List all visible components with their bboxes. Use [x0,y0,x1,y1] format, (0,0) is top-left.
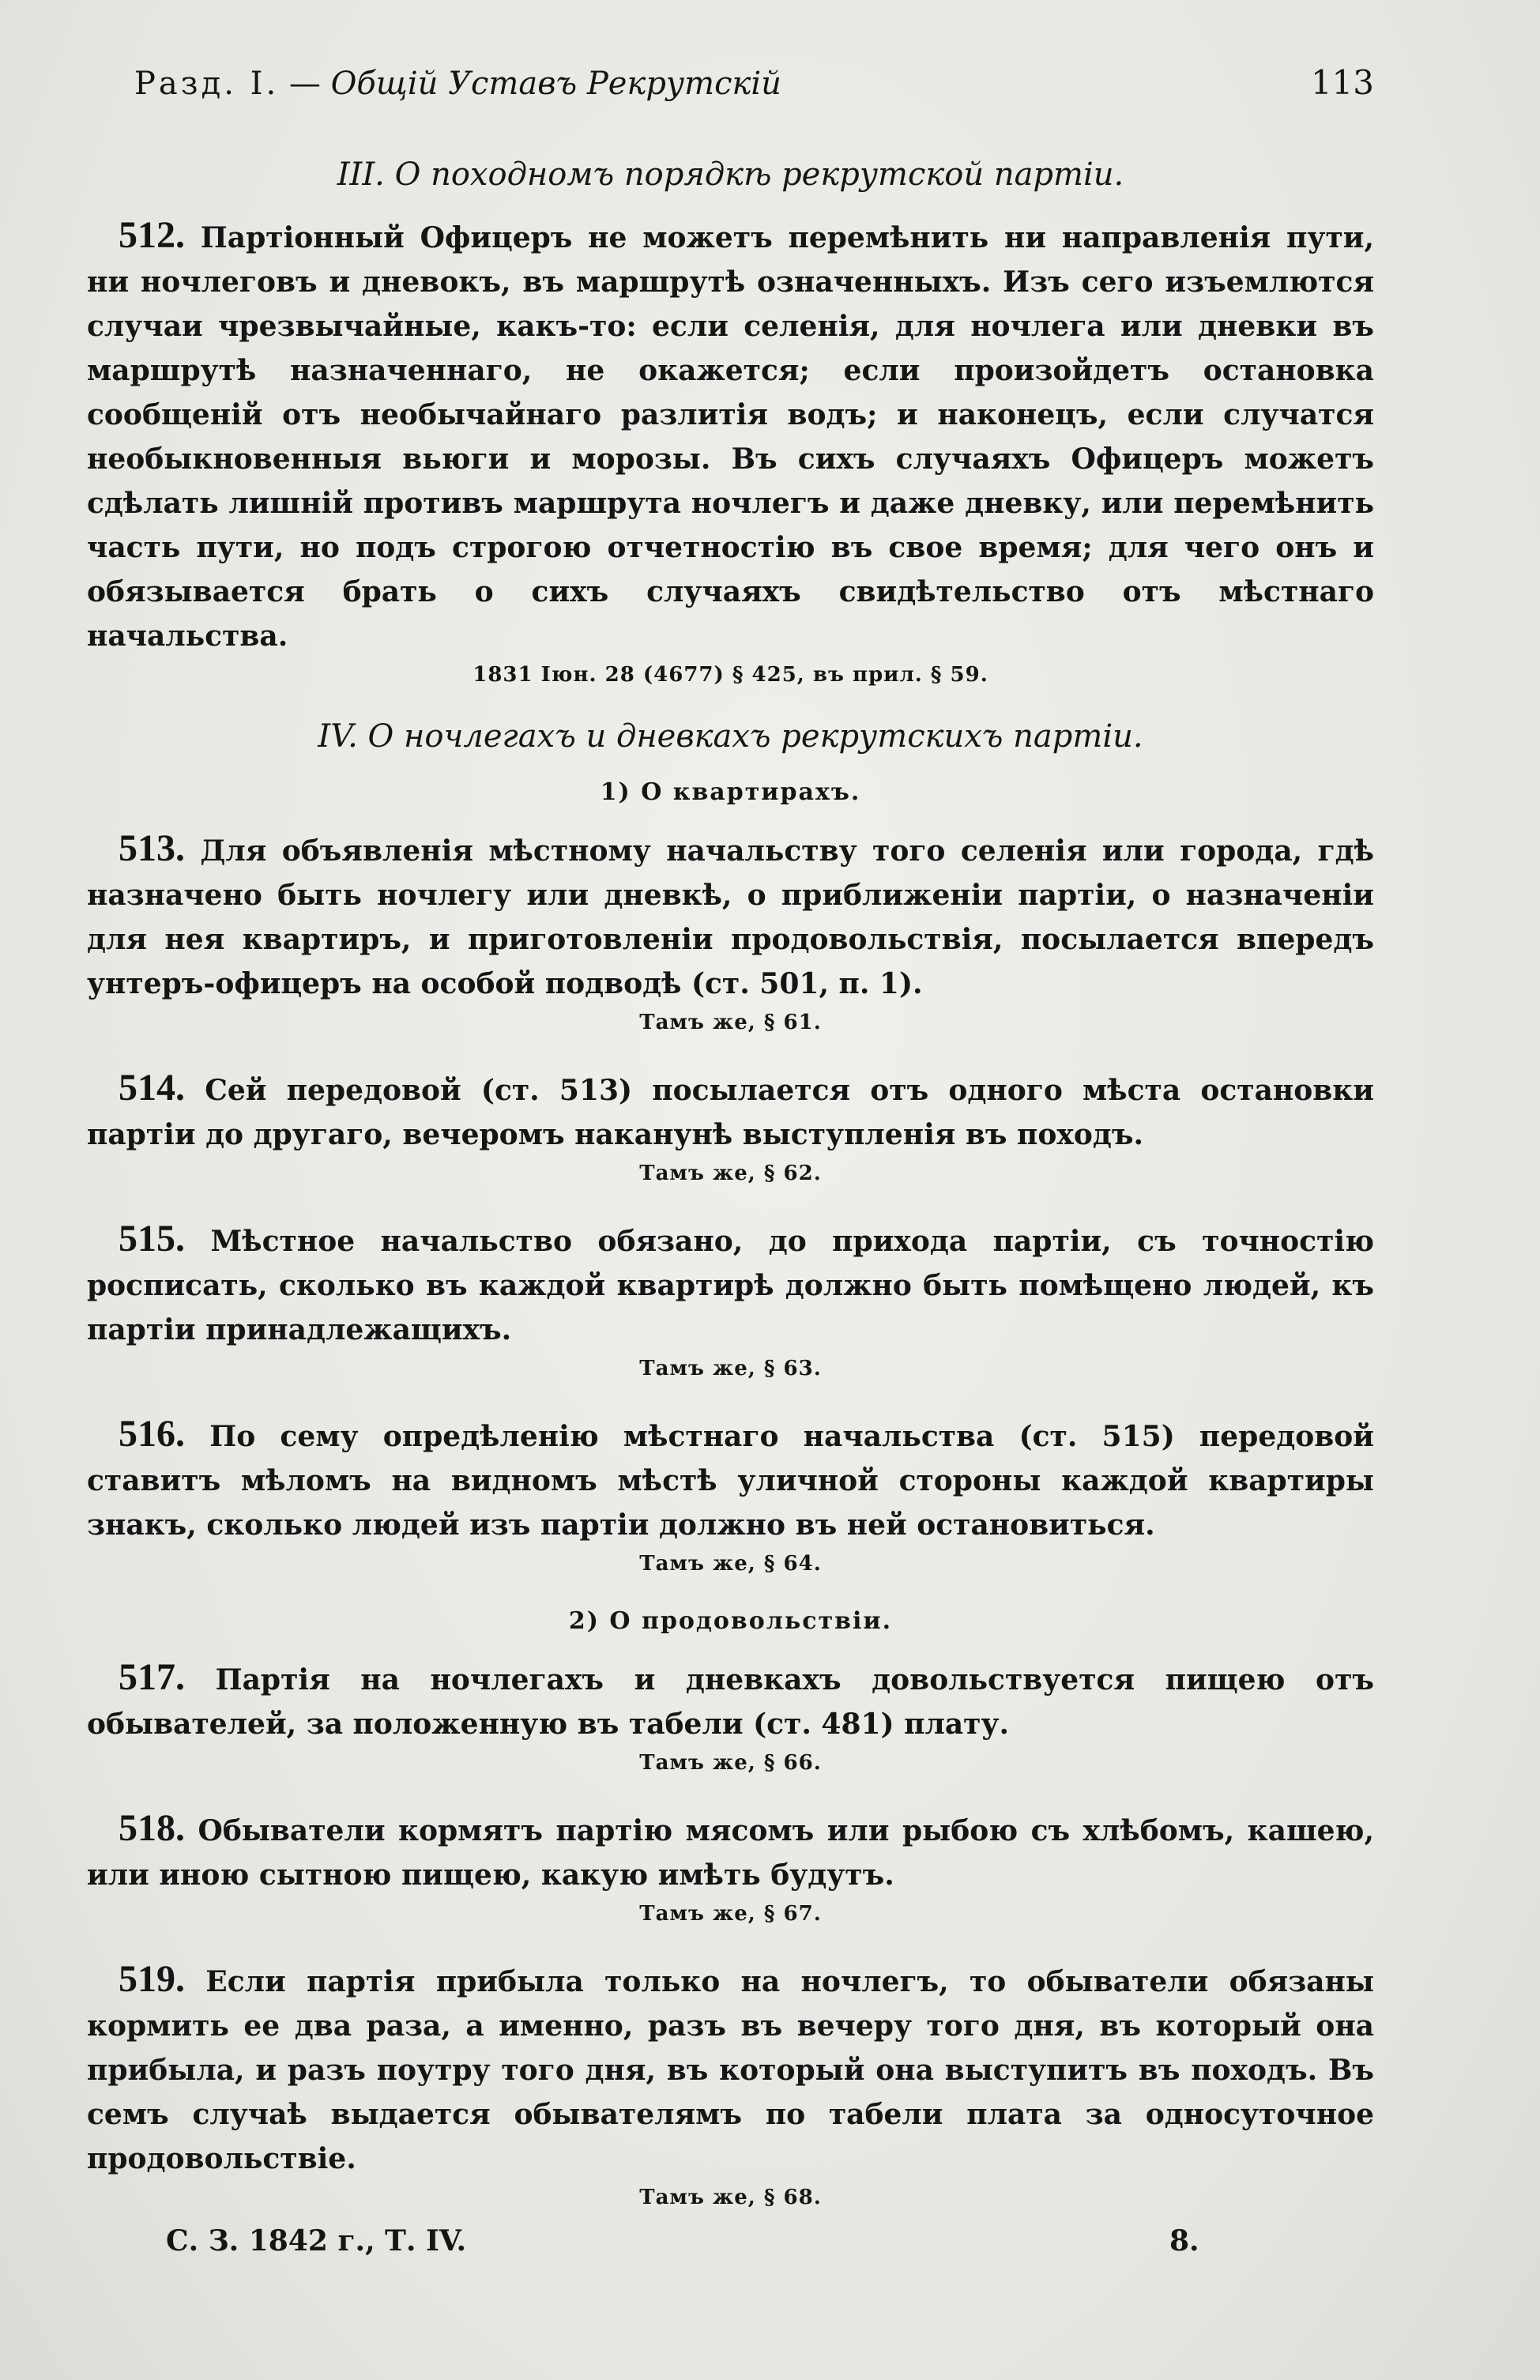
article-text: Сей передовой (ст. 513) посылается отъ одного мѣста остановки партіи до другаго, вечеромъ наканунѣ выступленія въ походъ. [87,1074,1374,1151]
article-text: Для объявленія мѣстному начальству того селенія или города, гдѣ назначено быть ночлегу или дневкѣ, о приближеніи партіи, о назначеніи для нея квартиръ, и приготовленіи продовольствія, посылается впередъ унтеръ-офицеръ на особой подводѣ (ст. 501, п. 1). [87,834,1374,1000]
page-number: 113 [1310,63,1374,102]
article-source: 1831 Іюн. 28 (4677) § 425, въ прил. § 59. [473,663,988,687]
article-source: Тамъ же, § 63. [639,1357,822,1380]
running-header [134,63,1374,126]
article-514 [87,1066,1374,1157]
footer-signature: 8. [1169,2224,1199,2258]
article-source: Тамъ же, § 64. [639,1552,822,1576]
article-text: Партіонный Офицеръ не можетъ перемѣнить ни направленія пути, ни ночлеговъ и дневокъ, въ маршрутѣ означенныхъ. Изъ сего изъемлются случаи чрезвычайные, какъ-то: если селенія, для ночлега или дневки въ маршрутѣ назначеннаго, не окажется; если произойдетъ остановка сообщеній отъ необычайнаго разлитія водъ; и наконецъ, если случатся необыкновенныя вьюги и морозы. Въ сихъ случаяхъ Офицеръ можетъ сдѣлать лишній противъ маршрута ночлегъ и даже дневку, или перемѣнить часть пути, но подъ строгою отчетностію въ свое время; для чего онъ и обязывается брать о сихъ случаяхъ свидѣтельство отъ мѣстнаго начальства. [87,221,1374,653]
article-number: 512. [119,214,185,256]
header-section-title [134,66,781,102]
article-text: Обыватели кормятъ партію мясомъ или рыбою съ хлѣбомъ, кашею, или иною сытною пищею, какую имѣть будутъ. [87,1814,1374,1892]
article-number: 516. [119,1413,185,1455]
article-number: 515. [119,1218,185,1260]
article-source: Тамъ же, § 66. [639,1751,822,1775]
article-number: 514. [119,1067,185,1109]
header-section: Разд. I. [134,66,280,102]
article-source: Тамъ же, § 62. [639,1162,822,1185]
article-512 [87,213,1374,658]
article-518 [87,1806,1374,1897]
subsection-heading-4: IV. О ночлегахъ и дневкахъ рекрутскихъ партіи. [318,718,1143,755]
article-number: 519. [119,1958,185,2000]
article-516 [87,1412,1374,1547]
article-513 [87,827,1374,1006]
article-source: Тамъ же, § 68. [639,2186,822,2209]
header-dash: — [288,66,321,102]
article-text: Партія на ночлегахъ и дневкахъ довольствуется пищею отъ обывателей, за положенную въ табели (ст. 481) плату. [87,1663,1374,1741]
article-source: Тамъ же, § 61. [639,1011,822,1034]
article-text: Если партія прибыла только на ночлегъ, то обыватели обязаны кормить ее два раза, а именно, разъ въ вечеру того дня, въ который она прибыла, и разъ поутру того дня, въ который она выступитъ въ походъ. Въ семъ случаѣ выдается обывателямъ по табели плата за односуточное продовольствіе. [87,1965,1374,2175]
footer-volume: С. З. 1842 г., Т. IV. [166,2224,467,2258]
article-515 [87,1217,1374,1352]
header-title: Общій Уставъ Рекрутскій [330,66,781,102]
article-text: Мѣстное начальство обязано, до прихода партіи, съ точностію росписать, сколько въ каждой квартирѣ должно быть помѣщено людей, къ партіи принадлежащихъ. [87,1225,1374,1346]
sub-heading-quarters: 1) О квартирахъ. [600,778,861,806]
article-text: По сему опредѣленію мѣстнаго начальства (ст. 515) передовой ставитъ мѣломъ на видномъ мѣстѣ уличной стороны каждой квартиры знакъ, сколько людей изъ партіи должно въ ней остановиться. [87,1420,1374,1542]
article-number: 517. [119,1656,185,1698]
subsection-heading-3: III. О походномъ порядкѣ рекрутской партіи. [337,156,1124,193]
sub-heading-provisions: 2) О продовольствіи. [568,1607,893,1635]
article-number: 518. [119,1807,185,1849]
article-number: 513. [119,827,185,869]
article-517 [87,1655,1374,1746]
article-519 [87,1957,1374,2181]
article-source: Тамъ же, § 67. [639,1902,822,1926]
